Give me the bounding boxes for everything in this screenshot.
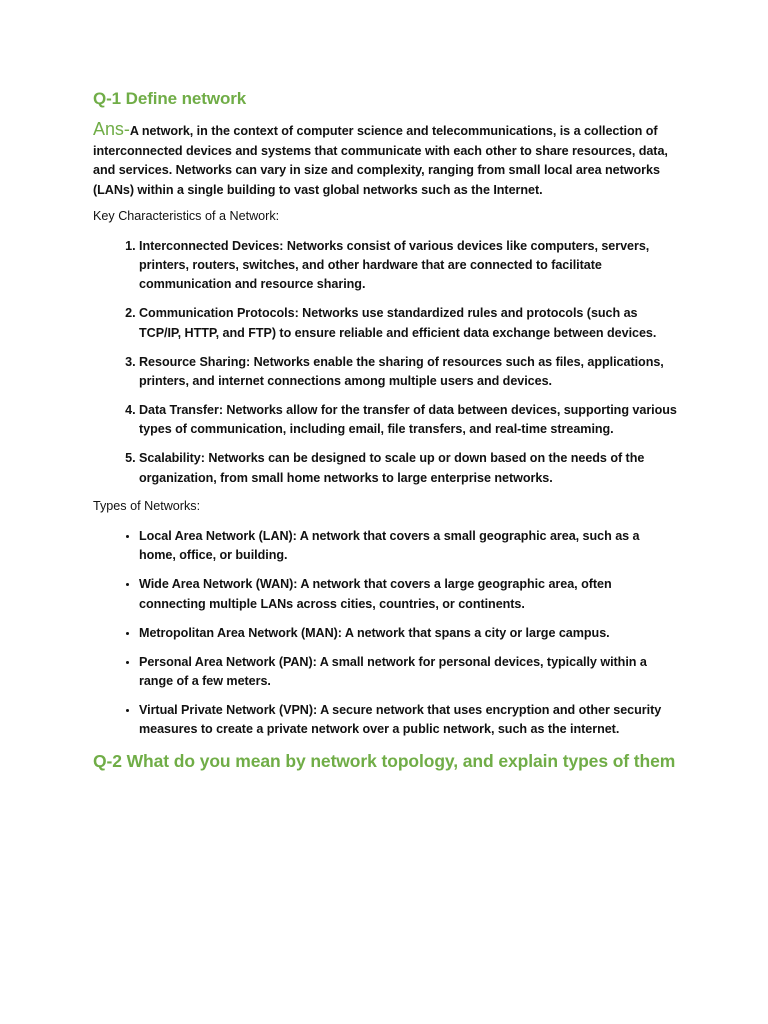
list-item: • Wide Area Network (WAN): A network that covers a large geographic area, often connecting multiple LANs across cities, countries, or continents. <box>139 575 678 614</box>
list-item: 5. Scalability: Networks can be designed to scale up or down based on the needs of the organization, from small home networks to large enterprise networks. <box>139 449 678 488</box>
answer-label: Ans- <box>93 119 130 139</box>
characteristics-heading: Key Characteristics of a Network: <box>93 209 280 223</box>
list-item: • Personal Area Network (PAN): A small network for personal devices, typically within a range of a few meters. <box>139 653 678 692</box>
list-item: 4. Data Transfer: Networks allow for the transfer of data between devices, supporting various types of communication, including email, file transfers, and real-time streaming. <box>139 401 678 440</box>
list-item: • Virtual Private Network (VPN): A secure network that uses encryption and other security measures to create a private network over a public network, such as the internet. <box>139 701 678 740</box>
list-item: • Metropolitan Area Network (MAN): A network that spans a city or large campus. <box>139 624 678 643</box>
characteristics-list <box>93 237 678 488</box>
answer-paragraph <box>93 120 678 200</box>
document-page <box>93 86 678 774</box>
list-item: 2. Communication Protocols: Networks use standardized rules and protocols (such as TCP/IP, HTTP, and FTP) to ensure reliable and efficient data exchange between devices. <box>139 304 678 343</box>
network-types-list <box>93 527 678 740</box>
types-heading: Types of Networks: <box>93 499 201 514</box>
list-item: • Local Area Network (LAN): A network that covers a small geographic area, such as a home, office, or building. <box>139 527 678 566</box>
question-1-title: Q-1 Define network <box>93 89 247 108</box>
question-2-title: Q-2 What do you mean by network topology, and explain types of them <box>93 751 676 772</box>
answer-text: A network, in the context of computer science and telecommunications, is a collection of interconnected devices and systems that communicate with each other to share resources, data, and services. Networks can vary in size and complexity, ranging from small local area networks (LANs) within a single building to vast global networks such as the Internet. <box>93 124 668 197</box>
list-item: 1. Interconnected Devices: Networks consist of various devices like computers, servers, printers, routers, switches, and other hardware that are connected to facilitate communication and resource sharing. <box>139 237 678 295</box>
list-item: 3. Resource Sharing: Networks enable the sharing of resources such as files, applications, printers, and internet connections among multiple users and devices. <box>139 353 678 392</box>
